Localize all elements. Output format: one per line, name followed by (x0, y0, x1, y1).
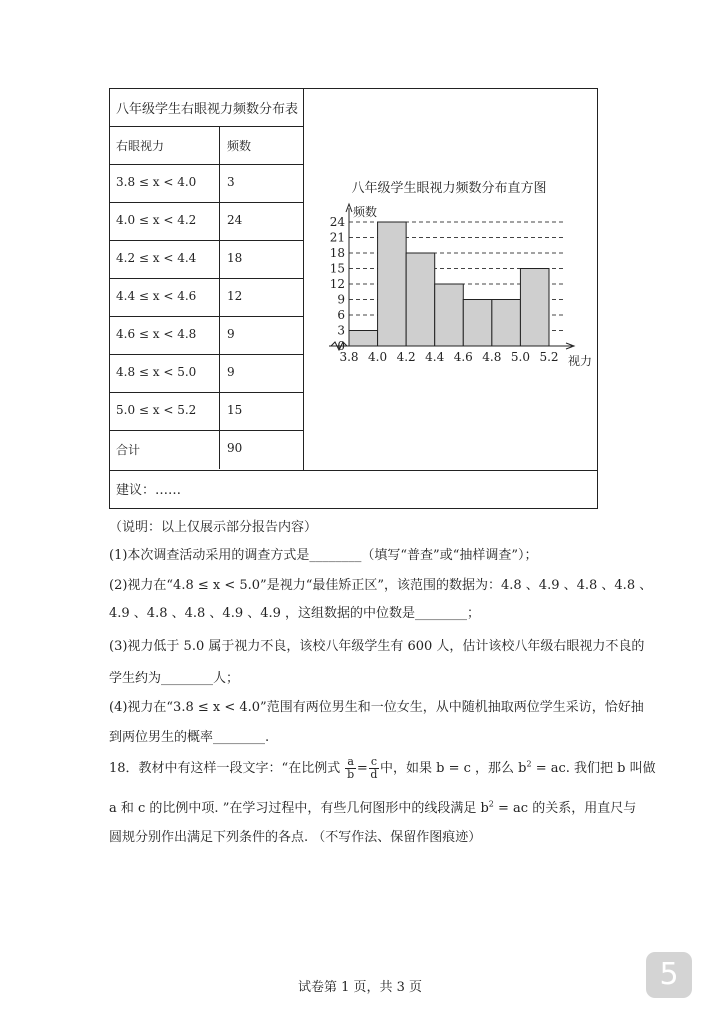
x-tick-label: 3.8 (339, 350, 359, 364)
histogram (304, 180, 594, 370)
histogram-bar (349, 331, 378, 347)
question-2-line-2: 4.9 、4.8 、4.8 、4.9 、4.9 ，这组数据的中位数是________； (109, 606, 481, 621)
row-range: 5.0 ≤ x < 5.2 (110, 393, 220, 430)
table-header-row (110, 127, 303, 165)
question-1: (1)本次调查活动采用的调查方式是________（填写“普查”或“抽样调查”）； (109, 548, 538, 563)
page-footer: 试卷第 1 页，共 3 页 (297, 980, 423, 995)
y-tick-label: 15 (329, 261, 345, 276)
table-row (110, 393, 303, 431)
row-count: 3 (227, 175, 235, 189)
q18-prefix: 18．教材中有这样一段文字：“在比例式 (109, 761, 341, 776)
y-tick-label: 12 (329, 277, 345, 291)
y-tick-label: 6 (337, 308, 345, 322)
q18-line2-a: a 和 c 的比例中项. ”在学习过程中，有些几何图形中的线段满足 b (109, 801, 489, 816)
row-count: 24 (227, 213, 243, 227)
equals-sign: = (356, 761, 368, 776)
question-18-line-2 (109, 797, 636, 816)
row-count: 15 (227, 403, 243, 417)
x-tick-label: 4.8 (482, 350, 502, 364)
total-value: 90 (227, 441, 243, 455)
question-2-line-1: (2)视力在“4.8 ≤ x < 5.0”是视力“最佳矫正区”，该范围的数据为：4.8 、4.9 、4.8 、4.8 、 (109, 578, 653, 593)
q18-line2-b: = ac 的关系，用直尺与 (493, 801, 637, 816)
histogram-bar (435, 284, 464, 346)
table-total-row (110, 431, 303, 469)
x-tick-label: 4.2 (396, 350, 416, 364)
superscript-2b: 2 (488, 799, 494, 809)
x-tick-label: 4.0 (368, 350, 388, 364)
y-tick-label: 24 (329, 215, 345, 229)
table-title: 八年级学生右眼视力频数分布表 (110, 89, 303, 127)
histogram-bar (520, 269, 549, 347)
table-row (110, 203, 303, 241)
x-tick-label: 5.2 (539, 350, 559, 364)
frequency-table (110, 89, 304, 470)
header-vision: 右眼视力 (110, 127, 220, 164)
x-tick-label: 4.6 (453, 350, 473, 364)
q18-after: = ac. 我们把 b 叫做 (531, 761, 656, 776)
row-count: 9 (227, 365, 235, 379)
histogram-svg (304, 180, 594, 370)
histogram-bar (463, 300, 492, 347)
x-tick-label: 5.0 (510, 350, 530, 364)
question-3-line-2: 学生约为________人； (109, 671, 240, 686)
advice-text: 建议：…… (110, 470, 597, 510)
header-frequency: 频数 (227, 139, 252, 153)
question-4-line-2: 到两位男生的概率________. (109, 730, 270, 745)
frac1-denominator: b (347, 768, 355, 781)
total-label: 合计 (110, 431, 220, 469)
x-axis-label: 视力 (567, 354, 593, 368)
fraction-c-over-d (369, 756, 379, 781)
table-row (110, 355, 303, 393)
question-18-line-1 (109, 756, 656, 781)
row-range: 4.4 ≤ x < 4.6 (110, 279, 220, 316)
q18-mid: 中，如果 b = c ，那么 b (379, 761, 527, 776)
chart-title: 八年级学生眼视力频数分布直方图 (351, 181, 547, 196)
frac1-numerator: a (347, 755, 354, 768)
y-tick-label: 18 (329, 246, 345, 260)
note-text: （说明：以上仅展示部分报告内容） (109, 520, 318, 535)
table-row (110, 165, 303, 203)
histogram-bar (406, 253, 435, 346)
y-tick-label: 21 (329, 230, 345, 245)
y-tick-label: 0 (337, 339, 345, 353)
row-range: 4.8 ≤ x < 5.0 (110, 355, 220, 392)
row-range: 4.2 ≤ x < 4.4 (110, 241, 220, 278)
row-range: 4.0 ≤ x < 4.2 (110, 203, 220, 240)
histogram-bar (378, 222, 407, 346)
question-18-line-3: 圆规分别作出满足下列条件的各点. （不写作法、保留作图痕迹） (109, 830, 482, 845)
table-row (110, 241, 303, 279)
frac2-denominator: d (370, 768, 378, 781)
histogram-bar (492, 300, 521, 347)
row-count: 18 (227, 251, 243, 265)
question-3-line-1: (3)视力低于 5.0 属于视力不良，该校八年级学生有 600 人，估计该校八年级右眼视力不良的 (109, 639, 645, 654)
table-row (110, 279, 303, 317)
fraction-a-over-b (345, 756, 356, 781)
row-count: 9 (227, 327, 235, 341)
row-range: 4.6 ≤ x < 4.8 (110, 317, 220, 354)
question-4-line-1: (4)视力在“3.8 ≤ x < 4.0”范围有两位男生和一位女生，从中随机抽取两位学生采访，恰好抽 (109, 700, 644, 715)
y-tick-label: 9 (337, 292, 345, 307)
x-tick-label: 4.4 (425, 350, 445, 364)
page-number-badge: 5 (646, 952, 692, 998)
y-axis-label: 频数 (353, 205, 378, 219)
table-row (110, 317, 303, 355)
frac2-numerator: c (370, 755, 377, 768)
row-range: 3.8 ≤ x < 4.0 (110, 165, 220, 202)
row-count: 12 (227, 289, 243, 303)
superscript-2: 2 (526, 759, 532, 769)
y-tick-label: 3 (337, 323, 345, 338)
